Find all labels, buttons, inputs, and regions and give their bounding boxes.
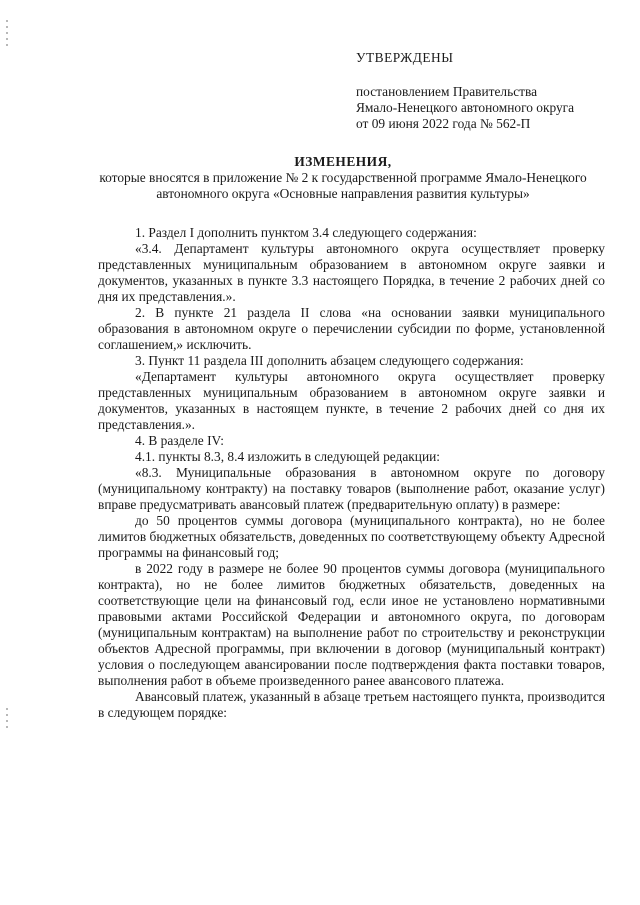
approval-stamp: [356, 50, 626, 132]
document-title-block: [98, 154, 588, 202]
approval-line: Ямало-Ненецкого автономного округа: [356, 100, 575, 115]
approval-line: от 09 июня 2022 года № 562-П: [356, 116, 531, 131]
paragraph: «8.3. Муниципальные образования в автономном округе по договору (муниципальному контракту) на поставку товаров (выполнение работ, оказание услуг) вправе предусматривать авансовый платеж (предварительную оплату) в размере:: [98, 465, 605, 512]
approval-line: постановлением Правительства: [356, 84, 538, 99]
margin-scan-mark: [6, 20, 8, 46]
margin-scan-mark: [6, 708, 8, 732]
document-body: [98, 225, 605, 721]
paragraph: Авансовый платеж, указанный в абзаце третьем настоящего пункта, производится в следующем порядке:: [98, 689, 605, 720]
paragraph: 3. Пункт 11 раздела III дополнить абзацем следующего содержания:: [135, 353, 524, 368]
paragraph: 4. В разделе IV:: [135, 433, 224, 448]
paragraph: в 2022 году в размере не более 90 процентов суммы договора (муниципального контракта), но не более лимитов бюджетных обязательств, доведенных на соответствующие цели на финансовый год, если иное не установлено нормативными правовыми актами Российской Федерации и автономного округа, по договорам (муниципальным контрактам) на выполнение работ по строительству и реконструкции объектов Адресной программы, при включении в договор (муниципальный контракт) условия о последующем авансировании после подтверждения факта поставки товаров, выполнения работ в объеме произведенного ранее авансового платежа.: [98, 561, 605, 688]
paragraph: 2. В пункте 21 раздела II слова «на основании заявки муниципального образования в автономном округе о перечислении субсидии по форме, установленной соглашением,» исключить.: [98, 305, 605, 352]
document-subtitle: которые вносятся в приложение № 2 к государственной программе Ямало-Ненецкого автономного округа «Основные направления развития культуры»: [99, 170, 587, 201]
document-title: ИЗМЕНЕНИЯ,: [294, 154, 392, 169]
paragraph: «3.4. Департамент культуры автономного округа осуществляет проверку представленных муниципальным образованием в автономном округе заявки и документов, указанных в пункте 3.3 настоящего Порядка, в течение 2 рабочих дней со дня их представления.».: [98, 241, 605, 304]
paragraph: до 50 процентов суммы договора (муниципального контракта), но не более лимитов бюджетных обязательств, доведенных по соответствующему объекту Адресной программы на финансовый год;: [98, 513, 605, 560]
paragraph: 1. Раздел I дополнить пунктом 3.4 следующего содержания:: [135, 225, 477, 240]
paragraph: 4.1. пункты 8.3, 8.4 изложить в следующей редакции:: [135, 449, 441, 464]
paragraph: «Департамент культуры автономного округа осуществляет проверку представленных муниципальным образованием в автономном округе заявки и документов, указанных в настоящем пункте, в течение 2 рабочих дней со дня их представления.».: [98, 369, 605, 432]
approval-heading: УТВЕРЖДЕНЫ: [356, 50, 454, 65]
